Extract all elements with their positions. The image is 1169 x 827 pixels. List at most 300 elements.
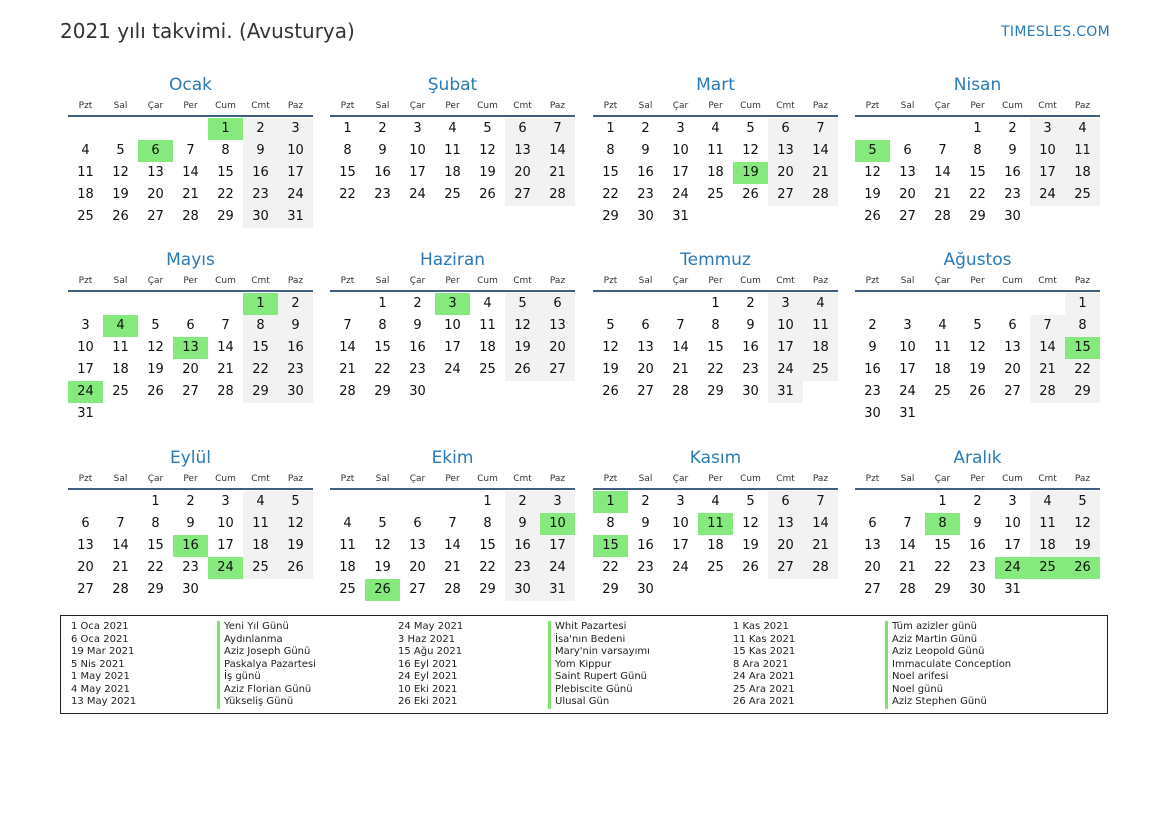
- day-cell: 3: [81, 318, 90, 333]
- day-cell: 15: [374, 340, 391, 355]
- weekday-label: Çar: [409, 101, 426, 111]
- day-cell: 8: [343, 143, 352, 158]
- day-cell: 21: [672, 362, 689, 377]
- day-cell: 19: [969, 362, 986, 377]
- holiday-day-cell: 1: [208, 118, 243, 140]
- day-cell: 3: [221, 494, 230, 509]
- day-cell: 17: [1004, 538, 1021, 553]
- day-cell: 7: [116, 516, 125, 531]
- empty-cell: [138, 293, 173, 315]
- day-cell: 12: [602, 340, 619, 355]
- weekday-label: Per: [708, 474, 723, 484]
- holiday-date: 5 Nis 2021: [71, 658, 125, 670]
- weekday-label: Sal: [638, 474, 653, 484]
- weekday-label: Pzt: [78, 474, 93, 484]
- day-cell: 16: [409, 340, 426, 355]
- day-cell: 4: [711, 121, 720, 136]
- month-name: Ekim: [431, 448, 474, 468]
- day-cell: 2: [243, 118, 278, 140]
- month-3: [593, 73, 838, 228]
- day-cell: 25: [707, 187, 724, 202]
- day-cell: 29: [602, 582, 619, 597]
- day-cell: 25: [77, 209, 94, 224]
- weekday-label: Cmt: [513, 276, 532, 286]
- day-cell: 5: [278, 491, 313, 513]
- day-cell: 23: [182, 560, 199, 575]
- holiday-name: Aziz Martin Günü: [892, 633, 978, 645]
- day-cell: 12: [1065, 513, 1100, 535]
- day-cell: 2: [1008, 121, 1017, 136]
- day-cell: 18: [339, 560, 356, 575]
- day-cell: 26: [278, 557, 313, 579]
- month-name: Temmuz: [680, 250, 751, 270]
- weekday-label: Sal: [113, 276, 128, 286]
- day-cell: 1: [151, 494, 160, 509]
- weekday-label: Pzt: [340, 101, 355, 111]
- day-cell: 16: [969, 538, 986, 553]
- day-cell: 3: [540, 491, 575, 513]
- weekday-label: Çar: [934, 276, 951, 286]
- day-cell: 31: [77, 406, 94, 421]
- day-cell: 6: [768, 118, 803, 140]
- holiday-list: [60, 615, 1108, 714]
- weekday-label: Paz: [287, 474, 304, 484]
- day-cell: 13: [505, 140, 540, 162]
- day-cell: 27: [505, 184, 540, 206]
- weekday-label: Cmt: [513, 101, 532, 111]
- month-6: [330, 248, 575, 403]
- weekday-label: Paz: [287, 101, 304, 111]
- empty-cell: [995, 293, 1030, 315]
- day-cell: 19: [1065, 535, 1100, 557]
- weekday-label: Per: [970, 101, 985, 111]
- weekday-header: [593, 273, 838, 292]
- day-cell: 20: [768, 162, 803, 184]
- day-cell: 4: [448, 121, 457, 136]
- weekday-label: Sal: [638, 276, 653, 286]
- weekday-header: [855, 98, 1100, 117]
- day-cell: 7: [343, 318, 352, 333]
- day-cell: 28: [540, 184, 575, 206]
- day-cell: 11: [707, 143, 724, 158]
- holiday-date: 6 Oca 2021: [71, 633, 129, 645]
- month-name: Eylül: [169, 448, 212, 468]
- weekday-label: Cum: [477, 276, 498, 286]
- day-cell: 31: [672, 209, 689, 224]
- weekday-label: Paz: [1074, 101, 1091, 111]
- day-cell: 18: [77, 187, 94, 202]
- holiday-date: 11 Kas 2021: [733, 633, 796, 645]
- day-cell: 21: [444, 560, 461, 575]
- day-cell: 12: [112, 165, 129, 180]
- month-name: Ocak: [169, 75, 212, 95]
- empty-cell: [663, 293, 698, 315]
- weekday-label: Cum: [215, 276, 236, 286]
- day-cell: 13: [899, 165, 916, 180]
- day-cell: 12: [969, 340, 986, 355]
- day-cell: 17: [444, 340, 461, 355]
- empty-cell: [628, 293, 663, 315]
- day-cell: 26: [742, 187, 759, 202]
- day-cell: 7: [221, 318, 230, 333]
- day-cell: 28: [934, 209, 951, 224]
- weekday-label: Pzt: [78, 276, 93, 286]
- month-12: [855, 446, 1100, 601]
- weekday-label: Cum: [740, 474, 761, 484]
- day-cell: 23: [278, 359, 313, 381]
- day-cell: 11: [1065, 140, 1100, 162]
- weekday-label: Çar: [409, 474, 426, 484]
- day-cell: 22: [147, 560, 164, 575]
- holiday-name: Yükseliş Günü: [224, 696, 294, 707]
- day-cell: 13: [864, 538, 881, 553]
- holiday-name: Whit Pazartesi: [555, 621, 627, 632]
- day-cell: 9: [378, 143, 387, 158]
- day-cell: 19: [505, 337, 540, 359]
- empty-cell: [960, 293, 995, 315]
- day-cell: 18: [934, 362, 951, 377]
- day-cell: 5: [606, 318, 615, 333]
- month-5: [68, 248, 313, 425]
- day-cell: 3: [676, 121, 685, 136]
- day-cell: 25: [339, 582, 356, 597]
- days-grid: [68, 293, 313, 425]
- day-cell: 24: [768, 359, 803, 381]
- page-title: 2021 yılı takvimi. (Avusturya): [60, 19, 355, 43]
- day-cell: 3: [768, 293, 803, 315]
- day-cell: 9: [973, 516, 982, 531]
- month-10: [330, 446, 575, 601]
- holiday-day-cell: 5: [855, 140, 890, 162]
- day-cell: 21: [339, 362, 356, 377]
- holiday-name: Noel arifesi: [892, 671, 949, 682]
- empty-cell: [330, 293, 365, 315]
- weekday-label: Cum: [1002, 276, 1023, 286]
- day-cell: 23: [742, 362, 759, 377]
- holiday-name: Aydınlanma: [224, 633, 283, 645]
- day-cell: 29: [934, 582, 951, 597]
- empty-cell: [103, 118, 138, 140]
- day-cell: 25: [1065, 184, 1100, 206]
- day-cell: 5: [746, 494, 755, 509]
- days-grid: [855, 491, 1100, 601]
- day-cell: 24: [409, 187, 426, 202]
- day-cell: 28: [217, 384, 234, 399]
- day-cell: 30: [243, 206, 278, 228]
- day-cell: 14: [1030, 337, 1065, 359]
- weekday-label: Cmt: [1038, 101, 1057, 111]
- day-cell: 22: [969, 187, 986, 202]
- day-cell: 15: [602, 165, 619, 180]
- day-cell: 18: [1030, 535, 1065, 557]
- day-cell: 8: [243, 315, 278, 337]
- day-cell: 23: [969, 560, 986, 575]
- day-cell: 22: [602, 187, 619, 202]
- day-cell: 29: [374, 384, 391, 399]
- day-cell: 10: [1030, 140, 1065, 162]
- weekday-header: [593, 471, 838, 490]
- day-cell: 25: [243, 557, 278, 579]
- weekday-label: Pzt: [340, 276, 355, 286]
- holiday-date: 1 Kas 2021: [733, 621, 789, 632]
- day-cell: 20: [182, 362, 199, 377]
- day-cell: 13: [540, 315, 575, 337]
- weekday-label: Cmt: [776, 276, 795, 286]
- day-cell: 16: [278, 337, 313, 359]
- holiday-date: 10 Eki 2021: [398, 683, 458, 695]
- day-cell: 4: [243, 491, 278, 513]
- empty-cell: [68, 293, 103, 315]
- day-cell: 21: [112, 560, 129, 575]
- day-cell: 24: [899, 384, 916, 399]
- day-cell: 6: [768, 491, 803, 513]
- days-grid: [855, 118, 1100, 228]
- weekday-label: Pzt: [603, 101, 618, 111]
- day-cell: 14: [217, 340, 234, 355]
- day-cell: 27: [540, 359, 575, 381]
- day-cell: 14: [672, 340, 689, 355]
- day-cell: 14: [803, 140, 838, 162]
- holiday-date: 24 Eyl 2021: [398, 671, 458, 682]
- day-cell: 31: [278, 206, 313, 228]
- day-cell: 16: [243, 162, 278, 184]
- empty-cell: [435, 491, 470, 513]
- month-name: Mayıs: [166, 250, 215, 270]
- day-cell: 16: [864, 362, 881, 377]
- weekday-label: Cmt: [776, 101, 795, 111]
- day-cell: 26: [864, 209, 881, 224]
- day-cell: 18: [444, 165, 461, 180]
- day-cell: 29: [707, 384, 724, 399]
- empty-cell: [365, 491, 400, 513]
- weekday-label: Cum: [1002, 474, 1023, 484]
- day-cell: 6: [903, 143, 912, 158]
- weekday-header: [593, 98, 838, 117]
- day-cell: 13: [768, 513, 803, 535]
- holiday-dates-col-2: [398, 621, 463, 709]
- day-cell: 27: [147, 209, 164, 224]
- day-cell: 30: [742, 384, 759, 399]
- day-cell: 23: [374, 187, 391, 202]
- month-9: [68, 446, 313, 601]
- holiday-name: Aziz Joseph Günü: [224, 646, 311, 657]
- weekday-label: Per: [183, 101, 198, 111]
- day-cell: 20: [505, 162, 540, 184]
- day-cell: 12: [147, 340, 164, 355]
- empty-cell: [138, 118, 173, 140]
- day-cell: 1: [973, 121, 982, 136]
- holiday-name: Aziz Florian Günü: [224, 683, 312, 695]
- day-cell: 19: [479, 165, 496, 180]
- weekday-label: Cum: [215, 474, 236, 484]
- weekday-label: Cmt: [1038, 276, 1057, 286]
- day-cell: 5: [505, 293, 540, 315]
- days-grid: [330, 491, 575, 601]
- weekday-header: [330, 273, 575, 292]
- day-cell: 8: [973, 143, 982, 158]
- weekday-label: Pzt: [340, 474, 355, 484]
- empty-cell: [925, 118, 960, 140]
- day-cell: 23: [409, 362, 426, 377]
- weekday-label: Cum: [477, 474, 498, 484]
- empty-cell: [593, 293, 628, 315]
- month-name: Aralık: [953, 448, 1002, 468]
- day-cell: 21: [803, 535, 838, 557]
- day-cell: 15: [707, 340, 724, 355]
- day-cell: 10: [409, 143, 426, 158]
- day-cell: 14: [899, 538, 916, 553]
- weekday-header: [330, 98, 575, 117]
- day-cell: 7: [903, 516, 912, 531]
- weekday-label: Çar: [672, 101, 689, 111]
- day-cell: 17: [672, 165, 689, 180]
- day-cell: 27: [77, 582, 94, 597]
- day-cell: 22: [374, 362, 391, 377]
- weekday-label: Sal: [900, 474, 915, 484]
- weekday-label: Çar: [147, 101, 164, 111]
- day-cell: 14: [803, 513, 838, 535]
- day-cell: 2: [746, 296, 755, 311]
- weekday-label: Paz: [812, 276, 829, 286]
- day-cell: 10: [77, 340, 94, 355]
- day-cell: 2: [378, 121, 387, 136]
- day-cell: 23: [1004, 187, 1021, 202]
- holiday-day-cell: 10: [540, 513, 575, 535]
- day-cell: 30: [637, 209, 654, 224]
- month-8: [855, 248, 1100, 425]
- weekday-label: Sal: [375, 276, 390, 286]
- day-cell: 2: [505, 491, 540, 513]
- day-cell: 10: [217, 516, 234, 531]
- empty-cell: [855, 491, 890, 513]
- weekday-label: Sal: [900, 276, 915, 286]
- empty-cell: [1030, 293, 1065, 315]
- day-cell: 26: [742, 560, 759, 575]
- day-cell: 28: [899, 582, 916, 597]
- day-cell: 29: [479, 582, 496, 597]
- holiday-date: 16 Eyl 2021: [398, 658, 458, 670]
- day-cell: 1: [1065, 293, 1100, 315]
- holiday-day-cell: 25: [1030, 557, 1065, 579]
- day-cell: 18: [243, 535, 278, 557]
- holiday-date: 4 May 2021: [71, 683, 130, 695]
- empty-cell: [68, 491, 103, 513]
- day-cell: 18: [803, 337, 838, 359]
- weekday-label: Paz: [812, 101, 829, 111]
- day-cell: 4: [81, 143, 90, 158]
- weekday-label: Paz: [1074, 276, 1091, 286]
- day-cell: 15: [217, 165, 234, 180]
- weekday-label: Sal: [900, 101, 915, 111]
- day-cell: 26: [602, 384, 619, 399]
- day-cell: 9: [186, 516, 195, 531]
- day-cell: 13: [77, 538, 94, 553]
- day-cell: 11: [444, 143, 461, 158]
- day-cell: 9: [641, 516, 650, 531]
- day-cell: 16: [742, 340, 759, 355]
- weekday-label: Pzt: [865, 276, 880, 286]
- empty-cell: [173, 118, 208, 140]
- day-cell: 11: [934, 340, 951, 355]
- day-cell: 23: [864, 384, 881, 399]
- day-cell: 29: [602, 209, 619, 224]
- day-cell: 30: [864, 406, 881, 421]
- day-cell: 11: [339, 538, 356, 553]
- day-cell: 25: [479, 362, 496, 377]
- day-cell: 1: [606, 121, 615, 136]
- day-cell: 22: [339, 187, 356, 202]
- day-cell: 11: [479, 318, 496, 333]
- day-cell: 6: [540, 293, 575, 315]
- day-cell: 28: [1030, 381, 1065, 403]
- brand-link[interactable]: TIMESLES.COM: [1001, 24, 1110, 40]
- day-cell: 11: [803, 315, 838, 337]
- empty-cell: [103, 293, 138, 315]
- day-cell: 6: [505, 118, 540, 140]
- holiday-date: 15 Ağu 2021: [398, 646, 463, 657]
- day-cell: 6: [868, 516, 877, 531]
- weekday-label: Per: [445, 474, 460, 484]
- day-cell: 16: [374, 165, 391, 180]
- day-cell: 30: [637, 582, 654, 597]
- day-cell: 4: [1030, 491, 1065, 513]
- day-cell: 24: [278, 184, 313, 206]
- holiday-date: 3 Haz 2021: [398, 633, 456, 645]
- day-cell: 3: [676, 494, 685, 509]
- holiday-names-col-2: [548, 621, 650, 709]
- day-cell: 22: [934, 560, 951, 575]
- day-cell: 20: [768, 535, 803, 557]
- day-cell: 18: [479, 340, 496, 355]
- day-cell: 17: [672, 538, 689, 553]
- holiday-day-cell: 3: [435, 293, 470, 315]
- weekday-label: Paz: [549, 474, 566, 484]
- day-cell: 17: [217, 538, 234, 553]
- day-cell: 8: [483, 516, 492, 531]
- day-cell: 18: [707, 538, 724, 553]
- day-cell: 21: [182, 187, 199, 202]
- day-cell: 29: [969, 209, 986, 224]
- month-name: Kasım: [689, 448, 742, 468]
- month-11: [593, 446, 838, 601]
- month-name: Mart: [696, 75, 735, 95]
- day-cell: 23: [243, 184, 278, 206]
- holiday-date: 26 Ara 2021: [733, 696, 795, 707]
- holiday-name: Noel günü: [892, 683, 944, 695]
- day-cell: 5: [151, 318, 160, 333]
- day-cell: 24: [444, 362, 461, 377]
- day-cell: 20: [77, 560, 94, 575]
- empty-cell: [925, 293, 960, 315]
- weekday-label: Sal: [375, 101, 390, 111]
- holiday-day-cell: 24: [208, 557, 243, 579]
- day-cell: 7: [1030, 315, 1065, 337]
- day-cell: 18: [112, 362, 129, 377]
- day-cell: 6: [1008, 318, 1017, 333]
- day-cell: 19: [374, 560, 391, 575]
- day-cell: 1: [378, 296, 387, 311]
- day-cell: 8: [221, 143, 230, 158]
- empty-cell: [68, 118, 103, 140]
- day-cell: 25: [934, 384, 951, 399]
- weekday-label: Çar: [672, 276, 689, 286]
- day-cell: 8: [606, 516, 615, 531]
- day-cell: 17: [540, 535, 575, 557]
- day-cell: 3: [903, 318, 912, 333]
- day-cell: 30: [969, 582, 986, 597]
- day-cell: 3: [1008, 494, 1017, 509]
- day-cell: 25: [112, 384, 129, 399]
